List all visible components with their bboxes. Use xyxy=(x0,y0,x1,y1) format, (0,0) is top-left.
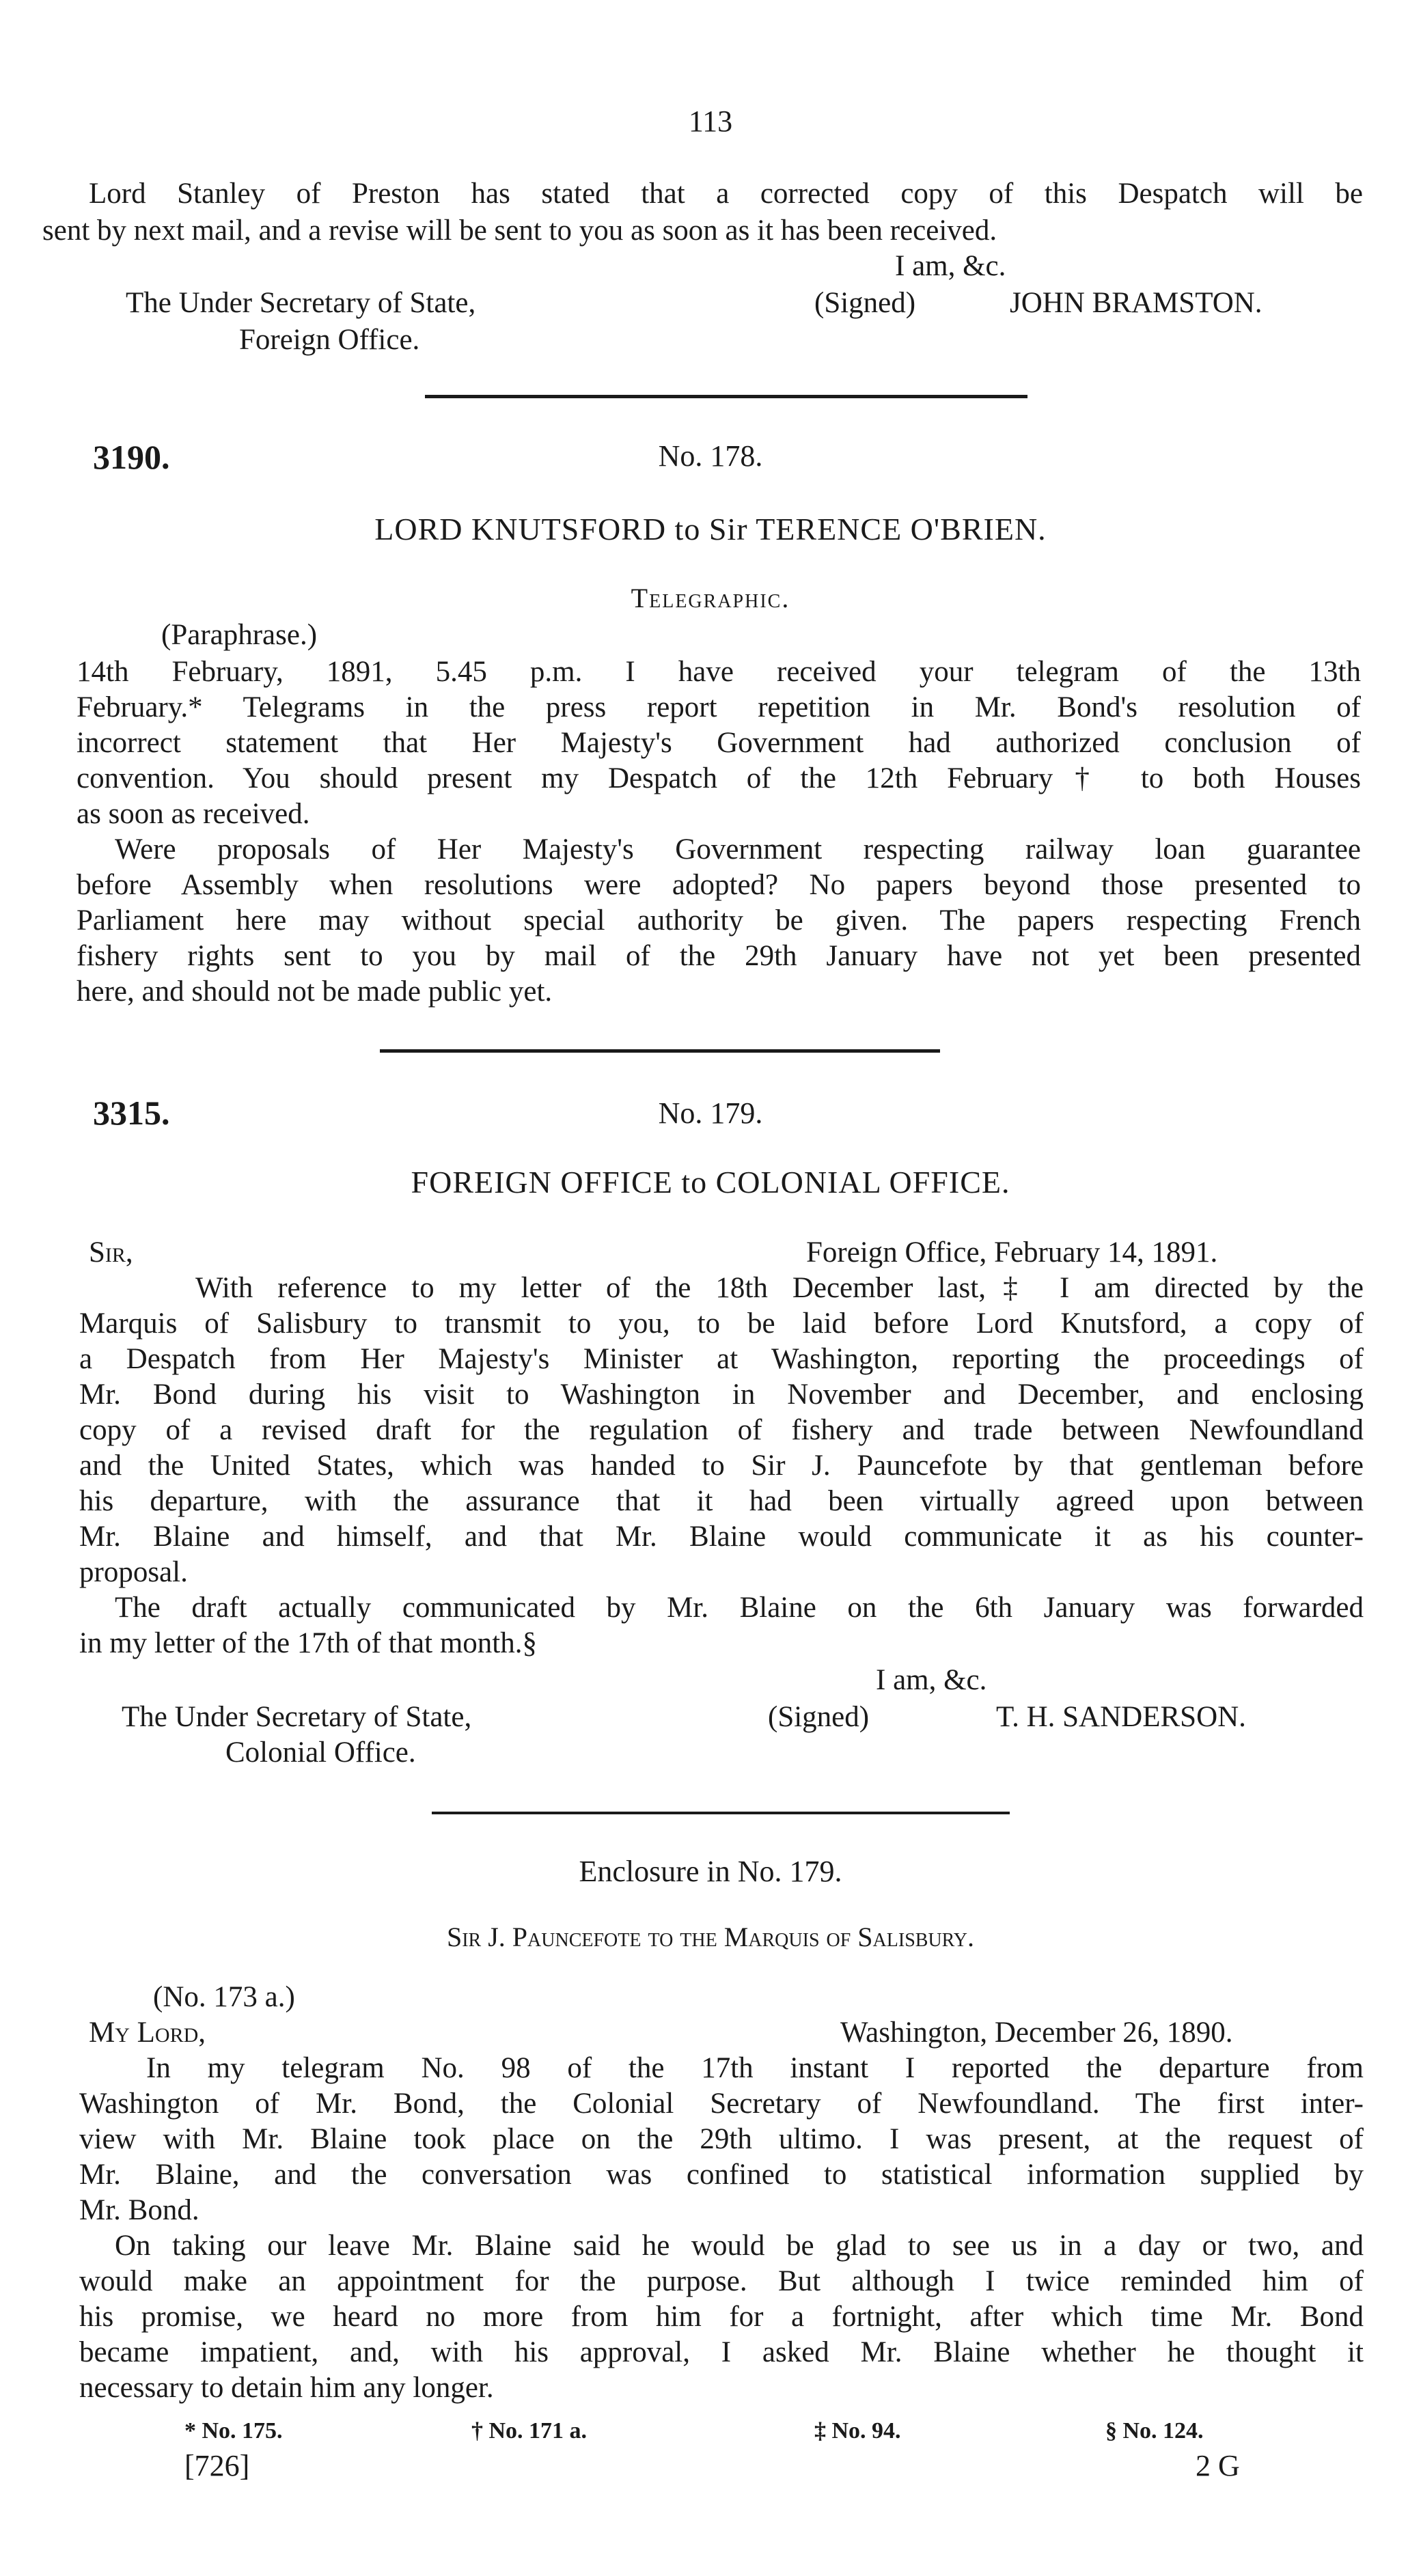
doc179-recipient-line-2: Colonial Office. xyxy=(225,1736,416,1769)
enclosure-line-8: his promise, we heard no more from him for a fortnight, after which time Mr. Bond xyxy=(79,2301,1364,2333)
doc179-line-10: The draft actually communicated by Mr. Blaine on the 6th January was forwarded xyxy=(115,1592,1364,1624)
divider-2 xyxy=(380,1049,940,1053)
doc179-number: No. 179. xyxy=(658,1096,763,1130)
enclosure-line-6: On taking our leave Mr. Blaine said he would be glad to see us in a day or two, and xyxy=(115,2230,1364,2262)
doc179-line-8: Mr. Blaine and himself, and that Mr. Blaine would communicate it as his counter- xyxy=(79,1521,1364,1553)
top-recipient-line-1: The Under Secretary of State, xyxy=(126,287,476,319)
doc178-line-9: fishery rights sent to you by mail of the 29th January have not yet been presented xyxy=(77,940,1361,972)
enclosure-line-7: would make an appointment for the purpose. But although I twice reminded him of xyxy=(79,2265,1364,2297)
doc179-title: FOREIGN OFFICE to COLONIAL OFFICE. xyxy=(411,1165,1010,1200)
enclosure-title: Sir J. Pauncefote to the Marquis of Salisbury. xyxy=(446,1922,975,1952)
doc179-salutation: Sir, xyxy=(89,1236,133,1269)
top-closing: I am, &c. xyxy=(895,250,1006,282)
doc179-line-9: proposal. xyxy=(79,1556,188,1588)
enclosure-line-4: Mr. Blaine, and the conversation was confined to statistical information supplied by xyxy=(79,2159,1364,2191)
enclosure-line-9: became impatient, and, with his approval, I asked Mr. Blaine whether he thought it xyxy=(79,2336,1364,2368)
doc178-line-8: Parliament here may without special authority be given. The papers respecting French xyxy=(77,904,1361,937)
doc178-line-4: convention. You should present my Despatch of the 12th February† to both Houses xyxy=(77,762,1361,794)
top-recipient-line-2: Foreign Office. xyxy=(239,324,420,356)
top-signed: (Signed) xyxy=(814,287,916,319)
doc179-line-1: With reference to my letter of the 18th December last,‡ I am directed by the xyxy=(195,1272,1364,1304)
enclosure-line-5: Mr. Bond. xyxy=(79,2194,199,2226)
page-number: 113 xyxy=(688,105,733,138)
enclosure-line-3: view with Mr. Blaine took place on the 29th ultimo. I was present, at the request of xyxy=(79,2123,1364,2155)
enclosure-line-1: In my telegram No. 98 of the 17th instant I reported the departure from xyxy=(146,2052,1364,2084)
divider-1 xyxy=(425,395,1027,398)
doc178-line-3: incorrect statement that Her Majesty's Government had authorized conclusion of xyxy=(77,727,1361,759)
doc178-line-10: here, and should not be made public yet. xyxy=(77,975,553,1008)
doc178-line-6: Were proposals of Her Majesty's Government respecting railway loan guarantee xyxy=(115,833,1361,865)
doc178-ref-number: 3190. xyxy=(93,438,170,476)
enclosure-line-10: necessary to detain him any longer. xyxy=(79,2372,494,2404)
doc179-line-4: Mr. Bond during his visit to Washington in November and December, and enclosing xyxy=(79,1379,1364,1411)
footnote-1: * No. 175. xyxy=(184,2418,283,2443)
divider-3 xyxy=(432,1812,1010,1814)
doc178-line-5: as soon as received. xyxy=(77,798,310,830)
top-signer: JOHN BRAMSTON. xyxy=(1010,287,1263,319)
signature-letter: 2 G xyxy=(1196,2449,1240,2482)
signature-mark: [726] xyxy=(184,2449,250,2482)
enclosure-ref: (No. 173 a.) xyxy=(153,1981,295,2013)
doc178-line-7: before Assembly when resolutions were adopted? No papers beyond those presented to xyxy=(77,869,1361,901)
enclosure-place-date: Washington, December 26, 1890. xyxy=(840,2017,1233,2049)
doc179-line-3: a Despatch from Her Majesty's Minister at Washington, reporting the proceedings of xyxy=(79,1343,1364,1375)
doc179-line-6: and the United States, which was handed to Sir J. Pauncefote by that gentleman before xyxy=(79,1450,1364,1482)
doc179-line-2: Marquis of Salisbury to transmit to you, to be laid before Lord Knutsford, a copy of xyxy=(79,1307,1364,1340)
footnote-4: § No. 124. xyxy=(1105,2418,1204,2443)
enclosure-salutation: My Lord, xyxy=(89,2017,206,2049)
doc179-ref-number: 3315. xyxy=(93,1094,170,1132)
doc178-number: No. 178. xyxy=(658,439,763,473)
doc178-line-1: 14th February, 1891, 5.45 p.m. I have received your telegram of the 13th xyxy=(77,656,1361,688)
doc179-recipient-line-1: The Under Secretary of State, xyxy=(122,1701,472,1733)
footnote-2: † No. 171 a. xyxy=(471,2418,588,2443)
doc179-signer: T. H. SANDERSON. xyxy=(996,1701,1246,1733)
enclosure-line-2: Washington of Mr. Bond, the Colonial Secretary of Newfoundland. The first inter- xyxy=(79,2088,1364,2120)
top-line-2: sent by next mail, and a revise will be sent to you as soon as it has been received. xyxy=(42,214,997,247)
top-line-1: Lord Stanley of Preston has stated that a corrected copy of this Despatch will be xyxy=(89,178,1363,210)
doc178-paraphrase: (Paraphrase.) xyxy=(161,619,318,651)
doc179-line-5: copy of a revised draft for the regulation of fishery and trade between Newfoundland xyxy=(79,1414,1364,1446)
doc179-closing: I am, &c. xyxy=(876,1664,987,1696)
doc178-mode: Telegraphic. xyxy=(631,583,790,613)
doc178-line-2: February.* Telegrams in the press report repetition in Mr. Bond's resolution of xyxy=(77,691,1361,723)
doc178-title: LORD KNUTSFORD to Sir TERENCE O'BRIEN. xyxy=(374,512,1047,546)
doc179-signed: (Signed) xyxy=(768,1701,870,1733)
doc179-place-date: Foreign Office, February 14, 1891. xyxy=(806,1236,1218,1269)
footnote-3: ‡ No. 94. xyxy=(814,2418,901,2443)
enclosure-heading: Enclosure in No. 179. xyxy=(579,1855,842,1888)
doc179-line-7: his departure, with the assurance that it had been virtually agreed upon between xyxy=(79,1485,1364,1517)
doc179-line-11: in my letter of the 17th of that month.§ xyxy=(79,1627,537,1659)
